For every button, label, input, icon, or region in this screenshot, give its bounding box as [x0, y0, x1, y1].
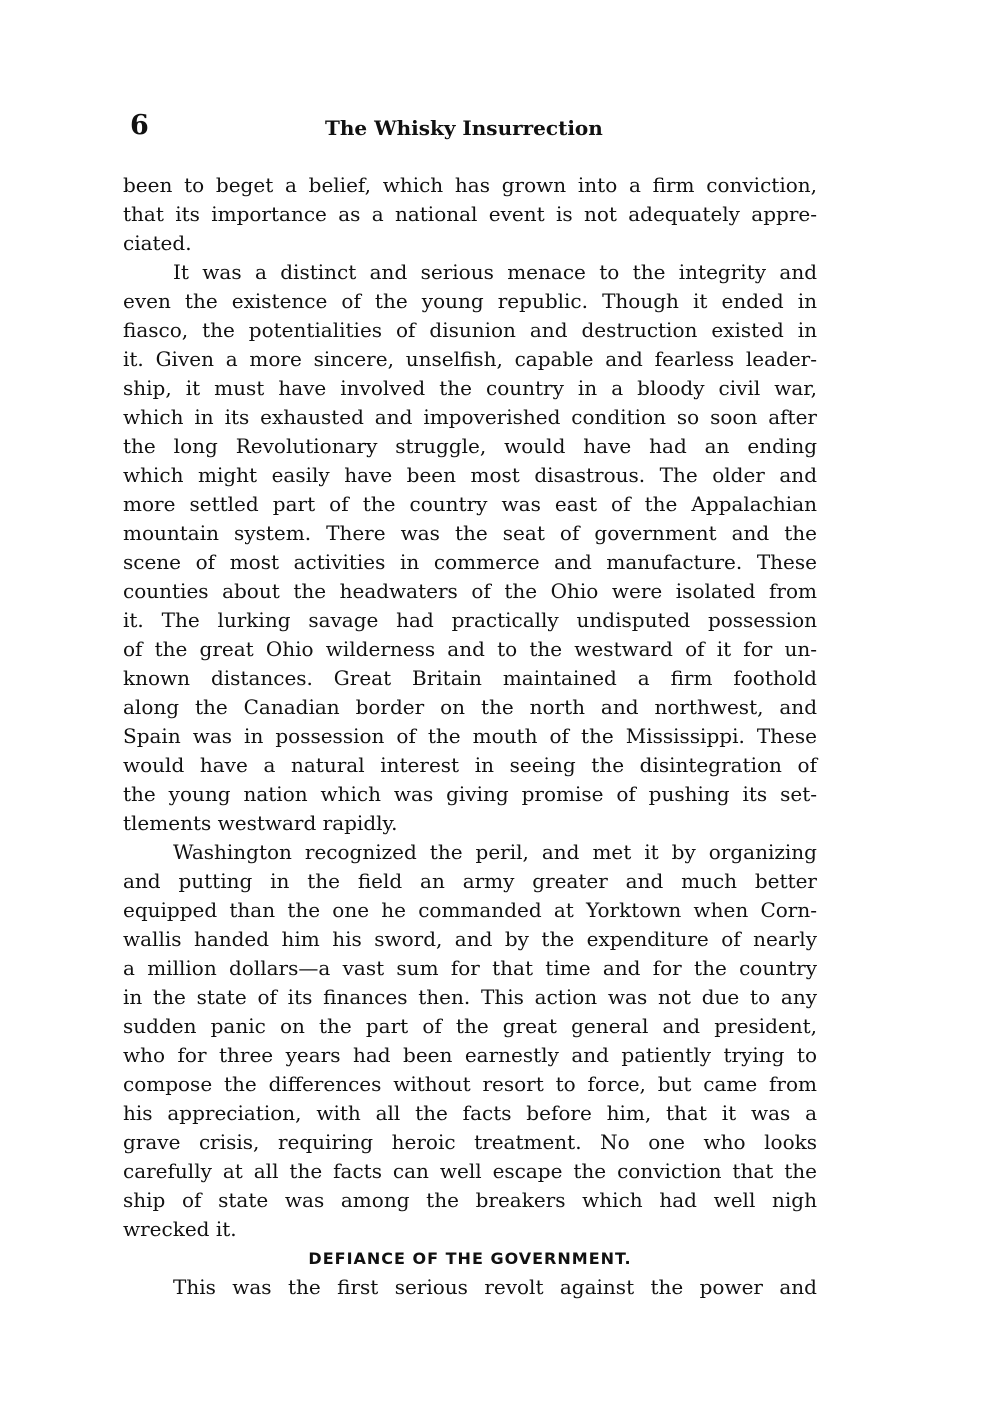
text-line: a million dollars—a vast sum for that time and for the country — [123, 956, 817, 980]
text-line: the long Revolutionary struggle, would have had an ending — [123, 434, 817, 458]
text-line: This was the first serious revolt against the power and — [173, 1275, 817, 1299]
text-line: mountain system. There was the seat of government and the — [123, 521, 817, 545]
text-line: that its importance as a national event is not adequately appre- — [123, 202, 817, 226]
text-line: in the state of its finances then. This action was not due to any — [123, 985, 817, 1009]
text-line: of the great Ohio wilderness and to the westward of it for un- — [123, 637, 817, 661]
text-line: the young nation which was giving promise of pushing its set- — [123, 782, 817, 806]
text-line: who for three years had been earnestly and patiently trying to — [123, 1043, 817, 1067]
text-line: Washington recognized the peril, and met it by organizing — [173, 840, 817, 864]
text-line: compose the differences without resort to force, but came from — [123, 1072, 817, 1096]
text-line: ship, it must have involved the country in a bloody civil war, — [123, 376, 817, 400]
text-line: known distances. Great Britain maintained a firm foothold — [123, 666, 817, 690]
text-line: more settled part of the country was east of the Appalachian — [123, 492, 817, 516]
text-line: even the existence of the young republic. Though it ended in — [123, 289, 817, 313]
text-line: grave crisis, requiring heroic treatment. No one who looks — [123, 1130, 817, 1154]
text-line: counties about the headwaters of the Ohio were isolated from — [123, 579, 817, 603]
page-number: 6 — [130, 110, 149, 141]
text-line: and putting in the field an army greater and much better — [123, 869, 817, 893]
text-line: sudden panic on the part of the great general and president, — [123, 1014, 817, 1038]
text-line: ciated. — [123, 231, 192, 255]
text-line: it. Given a more sincere, unselfish, capable and fearless leader- — [123, 347, 817, 371]
text-line: which in its exhausted and impoverished condition so soon after — [123, 405, 817, 429]
text-line: ship of state was among the breakers which had well nigh — [123, 1188, 817, 1212]
text-line: Spain was in possession of the mouth of the Mississippi. These — [123, 724, 817, 748]
text-line: It was a distinct and serious menace to the integrity and — [173, 260, 817, 284]
running-title: The Whisky Insurrection — [325, 116, 603, 140]
text-line: equipped than the one he commanded at Yorktown when Corn- — [123, 898, 817, 922]
paragraph — [123, 171, 817, 258]
text-line: wrecked it. — [123, 1217, 237, 1241]
text-line: it. The lurking savage had practically undisputed possession — [123, 608, 817, 632]
text-line: been to beget a belief, which has grown into a firm conviction, — [123, 173, 817, 197]
text-line: which might easily have been most disastrous. The older and — [123, 463, 817, 487]
text-line: carefully at all the facts can well escape the conviction that the — [123, 1159, 817, 1183]
text-line: fiasco, the potentialities of disunion and destruction existed in — [123, 318, 817, 342]
section-heading: DEFIANCE OF THE GOVERNMENT. — [308, 1249, 632, 1268]
text-line: wallis handed him his sword, and by the expenditure of nearly — [123, 927, 817, 951]
text-line: tlements westward rapidly. — [123, 811, 398, 835]
paragraph — [123, 838, 817, 1244]
body-text — [123, 171, 817, 1302]
text-line: his appreciation, with all the facts before him, that it was a — [123, 1101, 817, 1125]
text-line: along the Canadian border on the north and northwest, and — [123, 695, 817, 719]
text-line: would have a natural interest in seeing the disintegration of — [123, 753, 817, 777]
paragraph — [123, 258, 817, 838]
text-line: scene of most activities in commerce and manufacture. These — [123, 550, 817, 574]
